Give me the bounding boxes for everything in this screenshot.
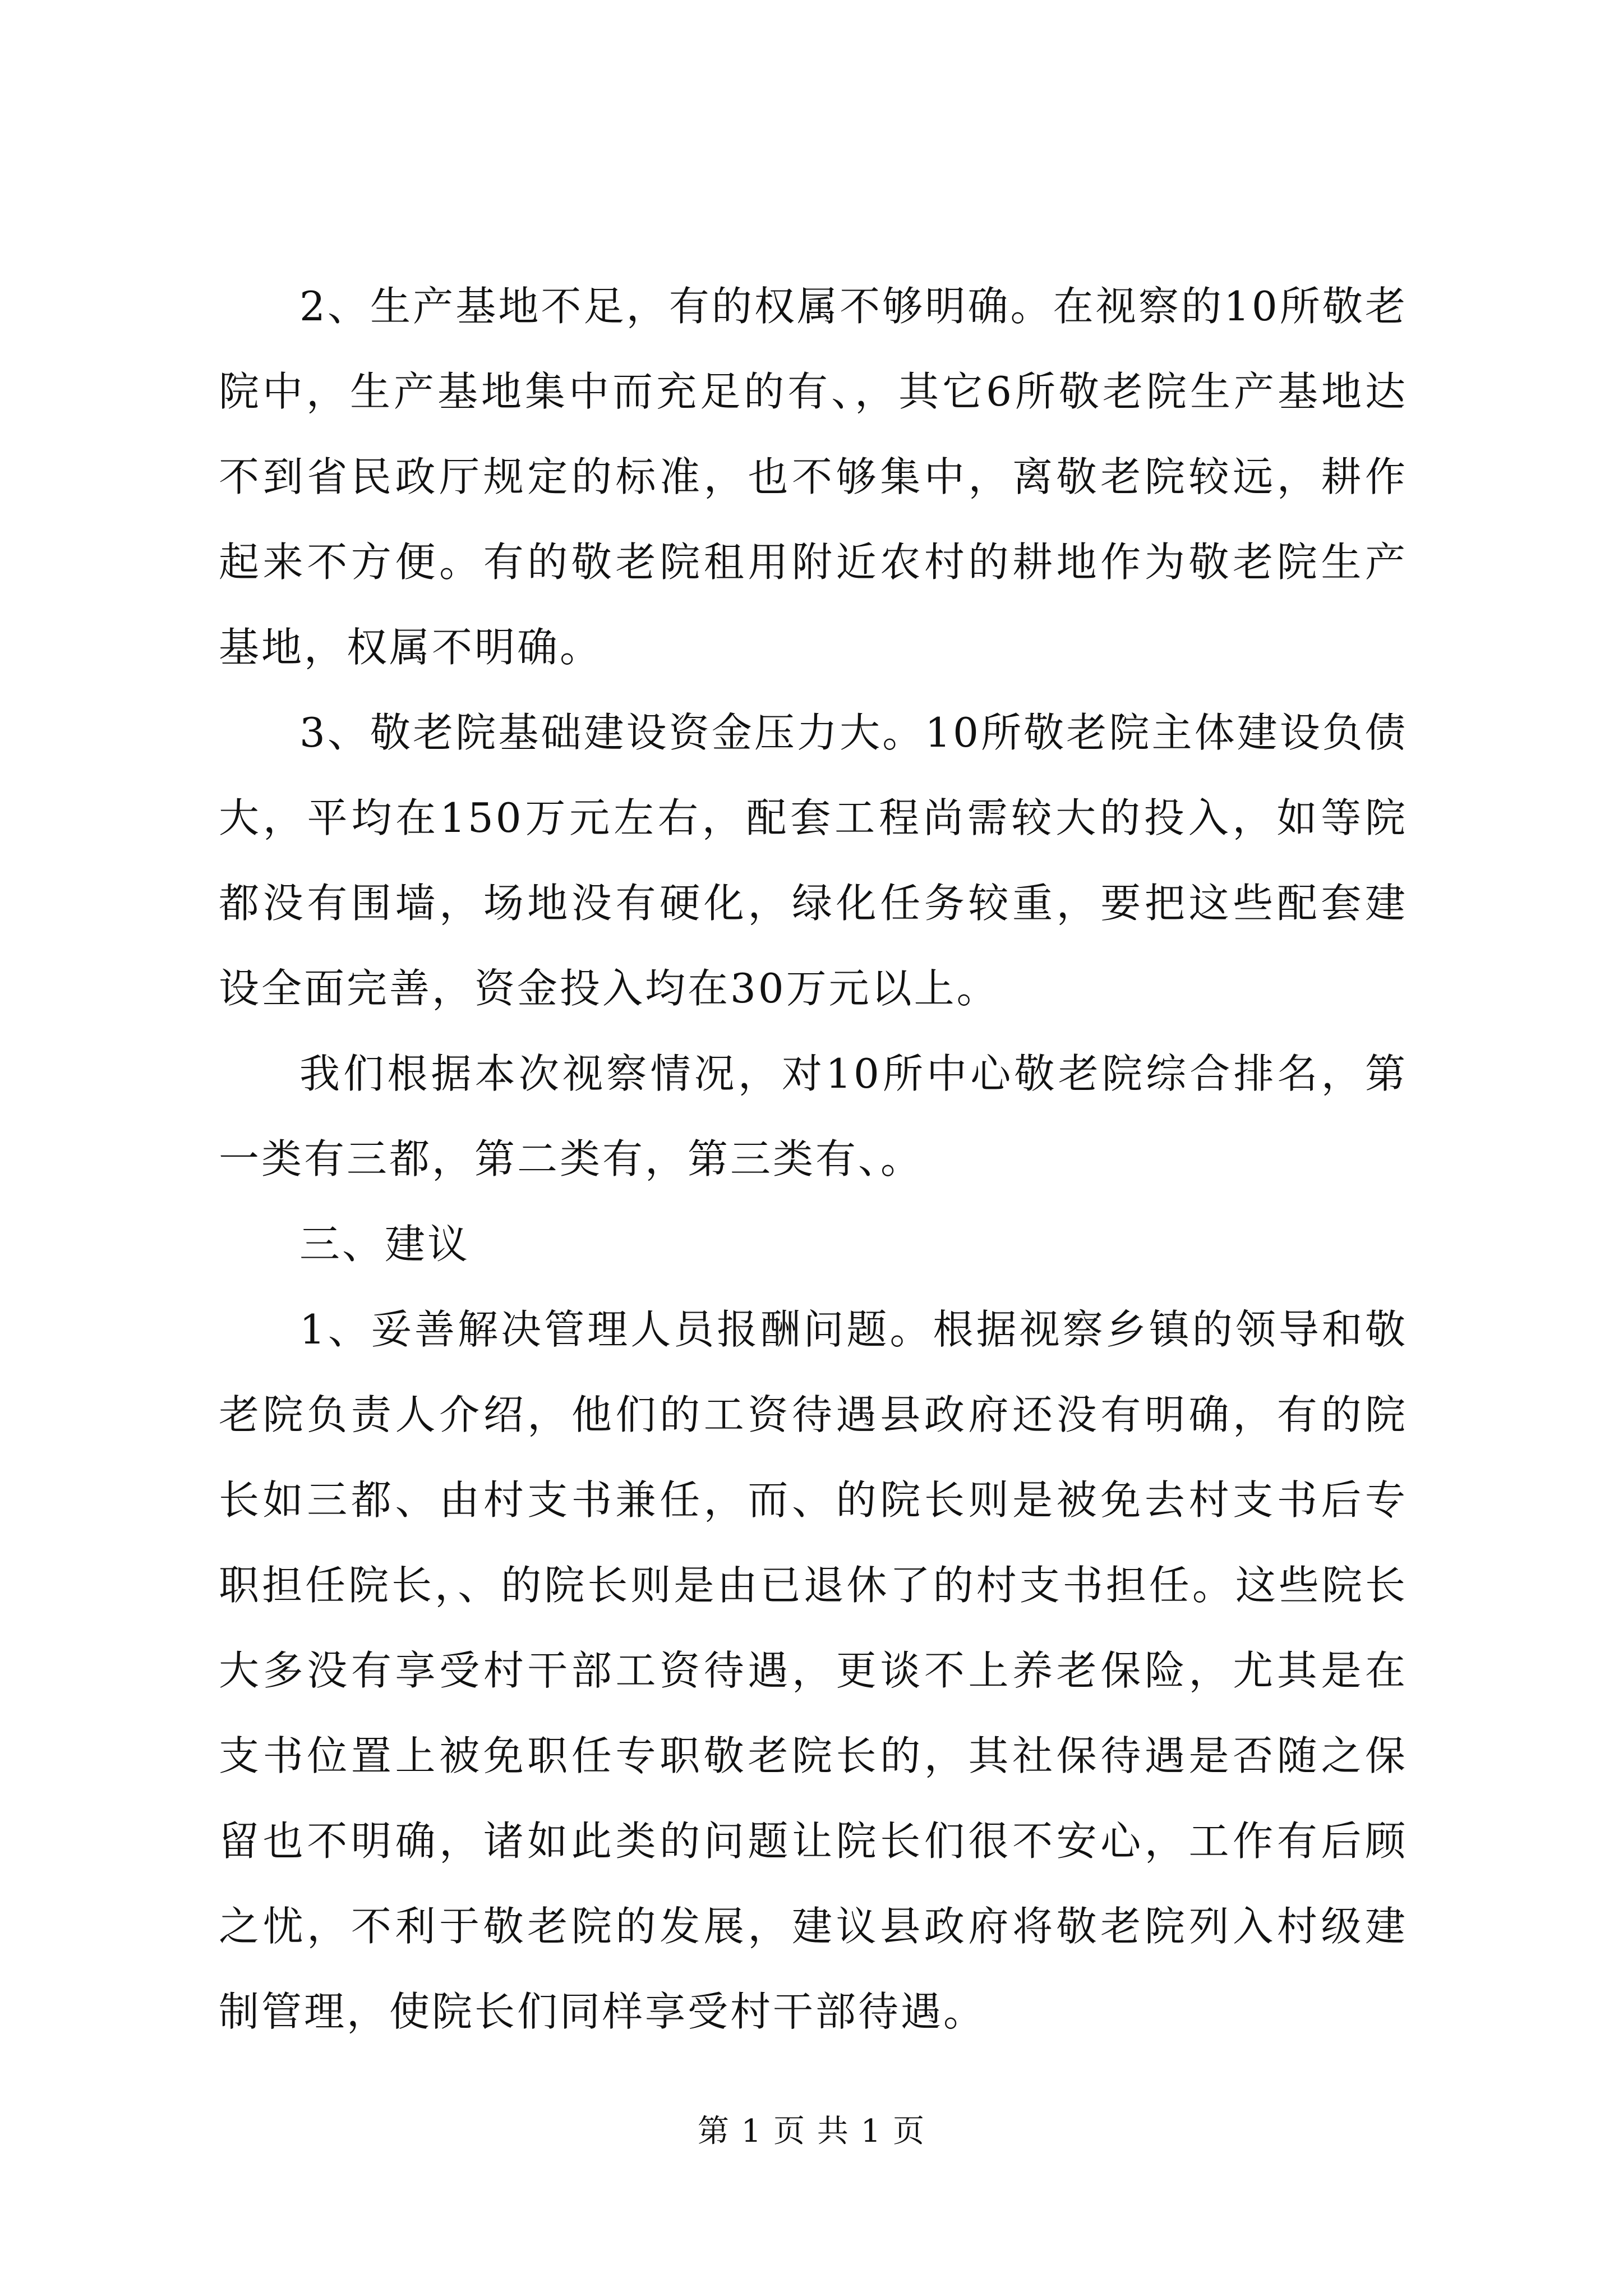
paragraph-staff-pay: 1、妥善解决管理人员报酬问题。根据视察乡镇的领导和敬老院负责人介绍，他们的工资待遇县政府还没有明确，有的院长如三都、由村支书兼任，而、的院长则是被免去村支书后专职担任院长，、的院长则是由已退休了的村支书担任。这些院长大多没有享受村干部工资待遇，更谈不上养老保险，尤其是在支书位置上被免职任专职敬老院长的，其社保待遇是否随之保留也不明确，诸如此类的问题让院长们很不安心，工作有后顾之忧，不利于敬老院的发展，建议县政府将敬老院列入村级建制管理，使院长们同样享受村干部待遇。 — [219, 1306, 1408, 2035]
paragraph-ranking: 我们根据本次视察情况，对10所中心敬老院综合排名，第一类有三都，第二类有，第三类有、。 — [219, 1050, 1408, 1182]
section-heading-suggestions: 三、建议 — [299, 1221, 471, 1268]
paragraph-construction-funds: 3、敬老院基础建设资金压力大。10所敬老院主体建设负债大，平均在150万元左右，配套工程尚需较大的投入，如等院都没有围墙，场地没有硬化，绿化任务较重，要把这些配套建设全面完善，资金投入均在30万元以上。 — [219, 709, 1408, 1012]
document-body — [219, 264, 1408, 2054]
paragraph-production-base: 2、生产基地不足，有的权属不够明确。在视察的10所敬老院中，生产基地集中而充足的有、，其它6所敬老院生产基地达不到省民政厅规定的标准，也不够集中，离敬老院较远，耕作起来不方便。有的敬老院租用附近农村的耕地作为敬老院生产基地，权属不明确。 — [219, 283, 1408, 671]
page-footer: 第 1 页 共 1 页 — [697, 2113, 926, 2150]
